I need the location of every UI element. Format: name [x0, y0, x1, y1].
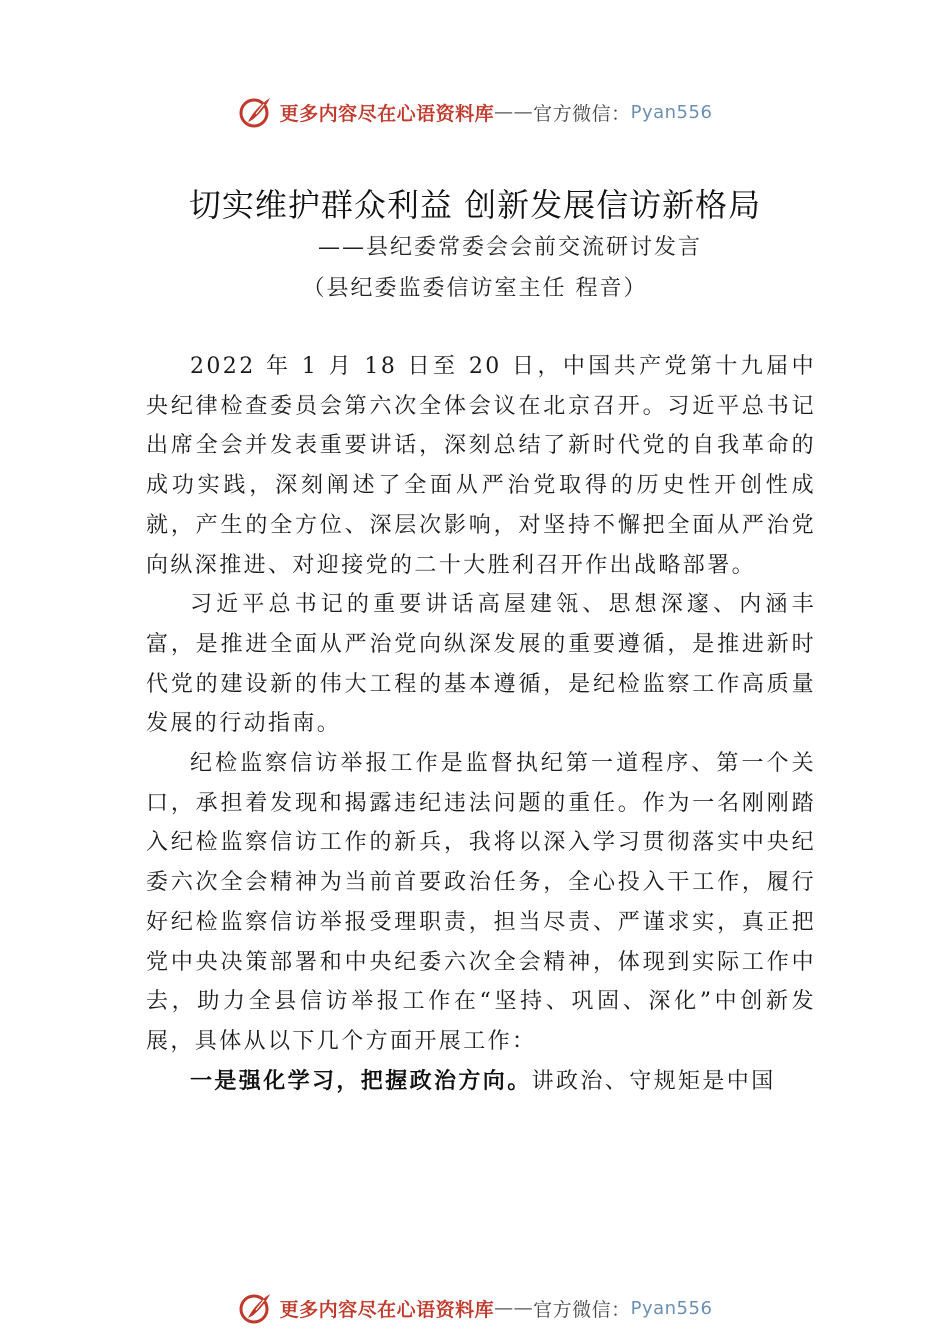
paragraph-lead	[146, 1062, 816, 1102]
paragraph: 纪检监察信访举报工作是监督执纪第一道程序、第一个关口，承担着发现和揭露违纪违法问题的重任。作为一名刚刚踏入纪检监察信访工作的新兵，我将以深入学习贯彻落实中央纪委六次全会精神为当前首要政治任务，全心投入干工作，履行好纪检监察信访举报受理职责，担当尽责、严谨求实，真正把党中央决策部署和中央纪委六次全会精神，体现到实际工作中去，助力全县信访举报工作在“坚持、巩固、深化”中创新发展，具体从以下几个方面开展工作：	[146, 751, 816, 1054]
banner-label: 官方微信：	[533, 102, 631, 125]
quill-logo-icon	[238, 1290, 274, 1326]
watermark-banner-bottom	[0, 1288, 950, 1328]
watermark-banner-top	[0, 92, 950, 132]
banner-prefix: 更多内容尽在心语资料库	[279, 102, 495, 125]
document-author: （县纪委监委信访室主任 程音）	[302, 276, 648, 301]
banner-dash: ——	[494, 1297, 534, 1319]
quill-logo-icon	[238, 94, 274, 130]
paragraph: 习近平总书记的重要讲话高屋建瓴、思想深邃、内涵丰富，是推进全面从严治党向纵深发展的重要遵循，是推进新时代党的建设新的伟大工程的基本遵循，是纪检监察工作高质量发展的行动指南。	[146, 592, 816, 737]
paragraph: 2022 年 1 月 18 日至 20 日，中国共产党第十九届中央纪律检查委员会第六次全体会议在北京召开。习近平总书记出席全会并发表重要讲话，深刻总结了新时代党的自我革命的成功实践，深刻阐述了全面从严治党取得的历史性开创性成就，产生的全方位、深层次影响，对坚持不懈把全面从严治党向纵深推进、对迎接党的二十大胜利召开作出战略部署。	[146, 354, 816, 578]
banner-account: Pyan556	[630, 1297, 713, 1319]
document-subtitle: ——县纪委常委会会前交流研讨发言	[317, 235, 702, 260]
banner-prefix: 更多内容尽在心语资料库	[279, 1298, 495, 1321]
lead-text: 讲政治、守规矩是中国	[531, 1068, 776, 1094]
banner-account: Pyan556	[630, 101, 713, 123]
lead-heading: 一是强化学习，把握政治方向。	[190, 1068, 532, 1094]
banner-dash: ——	[494, 101, 534, 123]
banner-label: 官方微信：	[533, 1298, 631, 1321]
document-title: 切实维护群众利益 创新发展信访新格局	[188, 186, 762, 224]
document-body	[146, 347, 816, 1101]
